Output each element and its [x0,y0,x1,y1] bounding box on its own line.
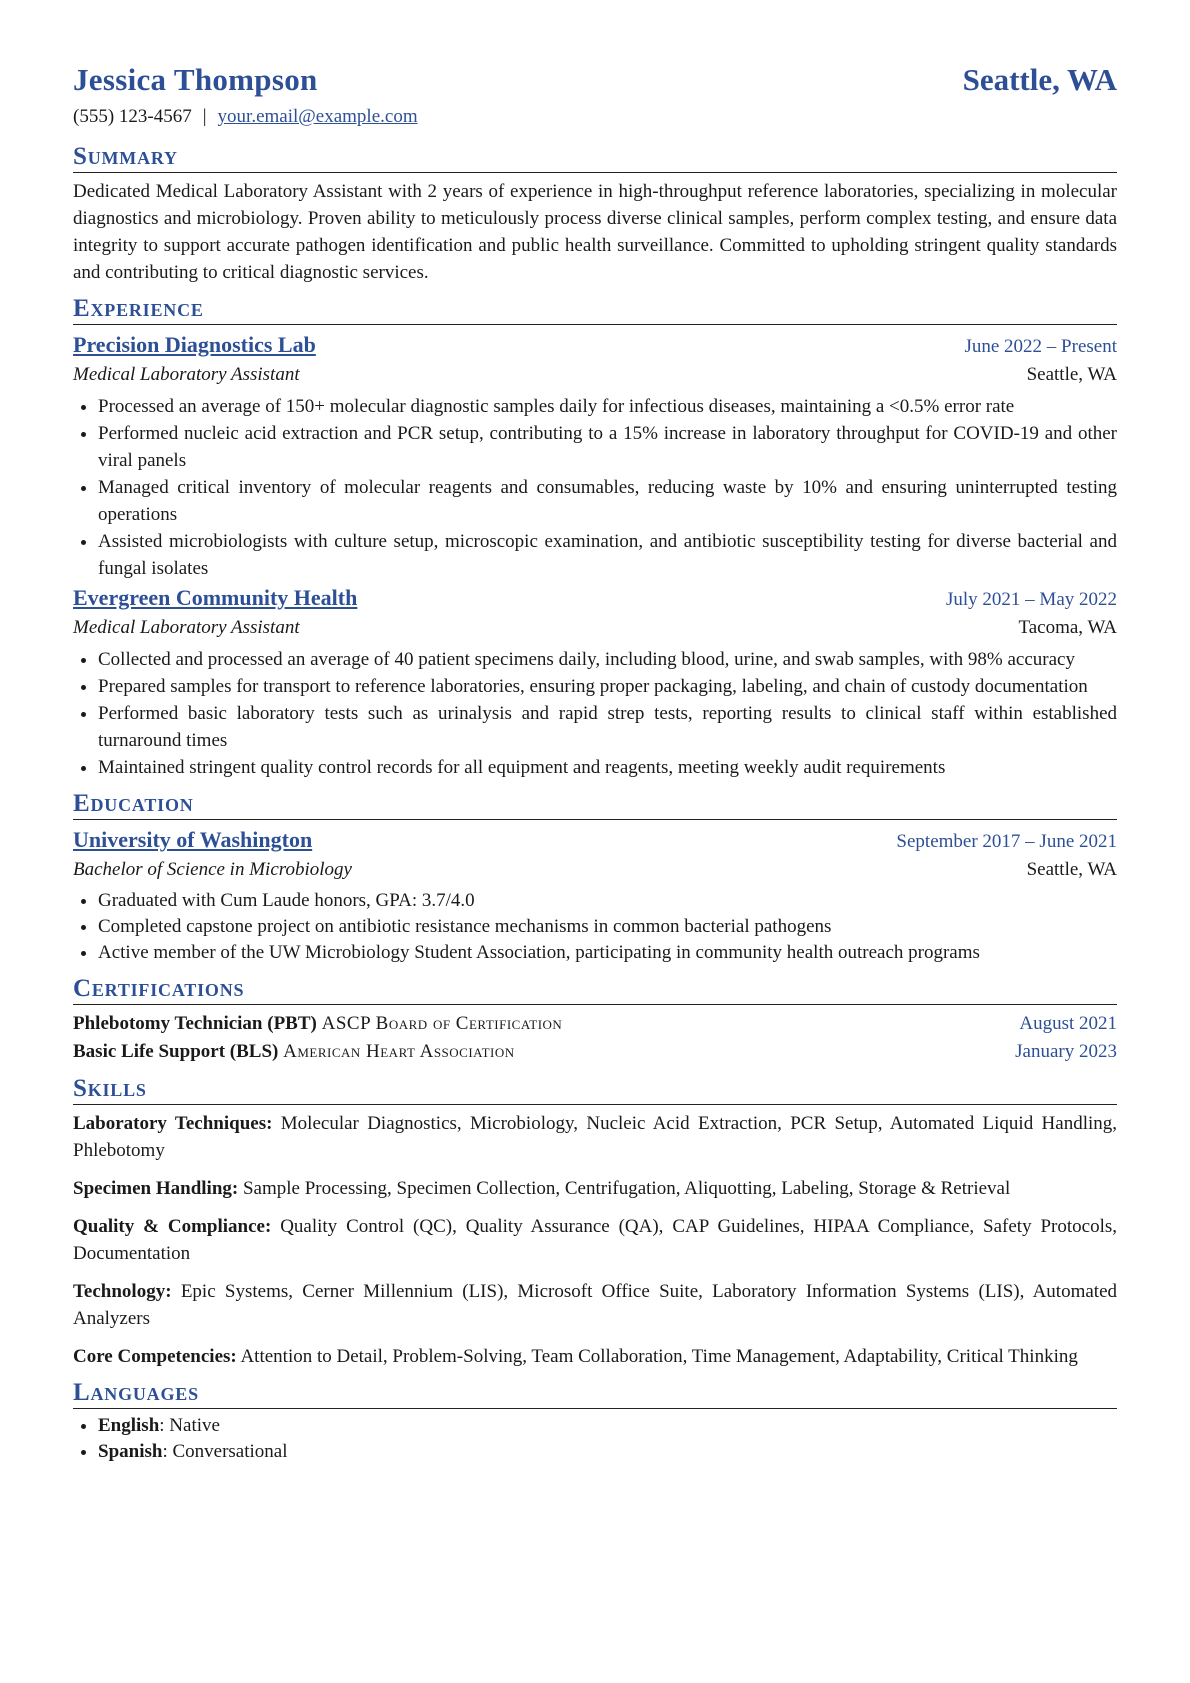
experience-entry [73,331,1117,582]
skill-label: Quality & Compliance: [73,1216,272,1237]
skill-group [73,1213,1117,1267]
language-level: : Native [159,1415,220,1436]
skill-text: Molecular Diagnostics, Microbiology, Nucleic Acid Extraction, PCR Setup, Automated Liquid Handling, Phlebotomy [73,1113,1118,1161]
job-location: Seattle, WA [1026,364,1117,385]
certification-issuer: ASCP Board of Certification [321,1013,563,1034]
list-item: • Active member of the UW Microbiology Student Association, participating in community health outreach programs [98,940,1117,966]
email-link[interactable]: your.email@example.com [217,106,418,127]
section-title-certifications: Certifications [73,974,1117,1005]
list-item: • Performed nucleic acid extraction and PCR setup, contributing to a 15% increase in laboratory throughput for COVID-19 and other viral panels [98,420,1117,474]
employer-link[interactable]: Evergreen Community Health [73,585,358,610]
skill-text: Sample Processing, Specimen Collection, Centrifugation, Aliquotting, Labeling, Storage & Retrieval [242,1178,1011,1199]
resume-header [73,62,1117,98]
skill-group [73,1278,1117,1332]
education-highlights [73,888,1117,966]
skill-text: Quality Control (QC), Quality Assurance (QA), CAP Guidelines, HIPAA Compliance, Safety Protocols, Documentation [73,1216,1117,1264]
language-name: English [98,1415,160,1436]
contact-separator: | [202,106,207,127]
candidate-name: Jessica Thompson [73,62,318,97]
certification-title: Phlebotomy Technician (PBT) [73,1013,317,1034]
certification-list [73,1010,1117,1066]
certification-item [73,1038,1117,1066]
skill-group [73,1175,1117,1202]
skill-label: Core Competencies: [73,1346,237,1367]
language-list [73,1413,1117,1465]
school-link[interactable]: University of Washington [73,827,313,852]
skill-label: Specimen Handling: [73,1178,239,1199]
section-title-experience: Experience [73,294,1117,325]
job-location: Tacoma, WA [1018,617,1117,638]
section-title-education: Education [73,789,1117,820]
skills-list [73,1110,1117,1370]
skill-text: Attention to Detail, Problem-Solving, Team Collaboration, Time Management, Adaptability, Critical Thinking [240,1346,1078,1367]
list-item: • Collected and processed an average of 40 patient specimens daily, including blood, urine, and swab samples, with 98% accuracy [98,646,1117,673]
phone-number: (555) 123-4567 [73,106,192,127]
school-location: Seattle, WA [1026,859,1117,880]
skill-label: Laboratory Techniques: [73,1113,273,1134]
employment-dates: July 2021 – May 2022 [946,589,1117,610]
section-title-languages: Languages [73,1378,1117,1409]
section-title-skills: Skills [73,1074,1117,1105]
summary-text: Dedicated Medical Laboratory Assistant with 2 years of experience in high-throughput reference laboratories, specializing in molecular diagnostics and microbiology. Proven ability to meticulously process diverse clinical samples, perform complex testing, and ensure data integrity to support accurate pathogen identification and public health surveillance. Committed to upholding stringent quality standards and contributing to critical diagnostic services. [73,181,1117,283]
skill-group [73,1343,1117,1370]
certification-date: January 2023 [1015,1041,1117,1062]
certification-date: August 2021 [1019,1013,1117,1034]
responsibility-list [73,646,1117,781]
responsibility-list [73,393,1117,582]
list-item: • Maintained stringent quality control records for all equipment and reagents, meeting weekly audit requirements [98,754,1117,781]
contact-line [73,106,1117,128]
skill-label: Technology: [73,1281,172,1302]
education-dates: September 2017 – June 2021 [896,831,1117,852]
certification-title: Basic Life Support (BLS) [73,1041,279,1062]
employer-link[interactable]: Precision Diagnostics Lab [73,332,316,357]
list-item [98,1413,1117,1439]
certification-item [73,1010,1117,1038]
language-level: : Conversational [162,1441,288,1462]
list-item [98,1439,1117,1465]
language-name: Spanish [98,1441,163,1462]
skill-group [73,1110,1117,1164]
job-title: Medical Laboratory Assistant [73,364,300,385]
candidate-location: Seattle, WA [962,62,1117,97]
section-title-summary: Summary [73,142,1117,173]
job-title: Medical Laboratory Assistant [73,617,300,638]
employment-dates: June 2022 – Present [964,336,1117,357]
list-item: • Assisted microbiologists with culture setup, microscopic examination, and antibiotic susceptibility testing for diverse bacterial and fungal isolates [98,528,1117,582]
skill-text: Epic Systems, Cerner Millennium (LIS), Microsoft Office Suite, Laboratory Information Systems (LIS), Automated Analyzers [73,1281,1118,1329]
degree: Bachelor of Science in Microbiology [73,859,352,880]
list-item: • Prepared samples for transport to reference laboratories, ensuring proper packaging, labeling, and chain of custody documentation [98,673,1117,700]
list-item: • Graduated with Cum Laude honors, GPA: 3.7/4.0 [98,888,1117,914]
list-item: • Performed basic laboratory tests such as urinalysis and rapid strep tests, reporting results to clinical staff within established turnaround times [98,700,1117,754]
education-entry [73,826,1117,966]
list-item: • Processed an average of 150+ molecular diagnostic samples daily for infectious diseases, maintaining a <0.5% error rate [98,393,1117,420]
list-item: • Completed capstone project on antibiotic resistance mechanisms in common bacterial pathogens [98,914,1117,940]
certification-issuer: American Heart Association [283,1041,515,1062]
experience-entry [73,584,1117,781]
list-item: • Managed critical inventory of molecular reagents and consumables, reducing waste by 10% and ensuring uninterrupted testing operations [98,474,1117,528]
